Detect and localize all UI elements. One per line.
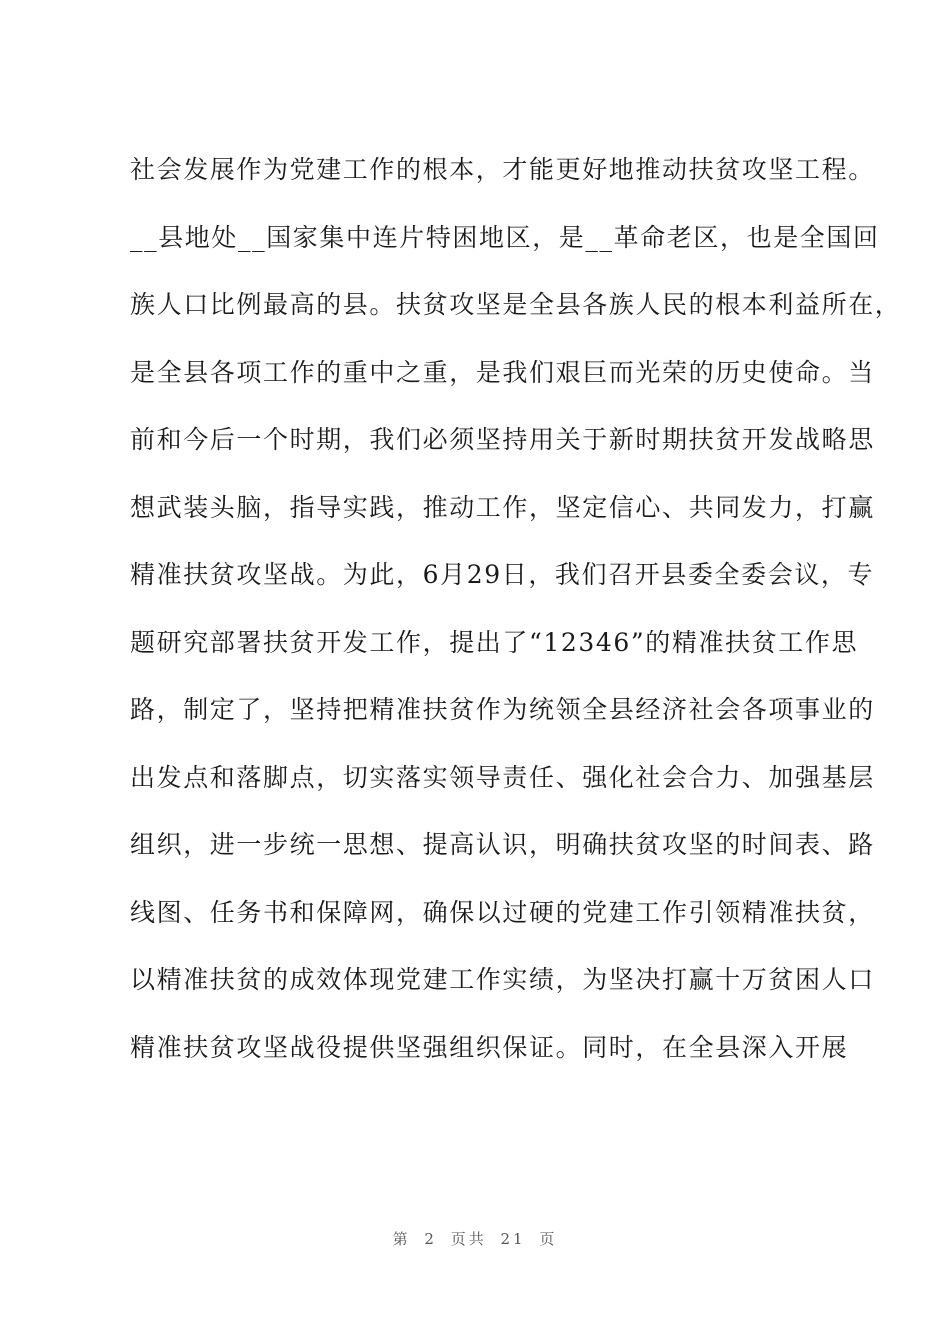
text-line-8: 题研究部署扶贫开发工作，提出了“12346”的精准扶贫工作思 <box>130 627 859 657</box>
page-number-footer: 第 2 页共 21 页 <box>392 1230 558 1248</box>
text-line-10: 出发点和落脚点，切实落实领导责任、强化社会合力、加强基层 <box>130 762 875 792</box>
text-line-1: 社会发展作为党建工作的根本，才能更好地推动扶贫攻坚工程。 <box>130 155 875 184</box>
text-line-5: 前和今后一个时期，我们必须坚持用关于新时期扶贫开发战略思 <box>130 425 875 454</box>
text-line-3: 族人口比例最高的县。扶贫攻坚是全县各族人民的根本利益所在， <box>130 290 902 319</box>
text-line-14: 精准扶贫攻坚战役提供坚强组织保证。同时，在全县深入开展 <box>130 1032 849 1062</box>
text-line-13: 以精准扶贫的成效体现党建工作实绩，为坚决打赢十万贫困人口 <box>130 965 875 994</box>
body-text <box>130 145 902 1090</box>
text-line-2: __县地处__国家集中连片特困地区，是__革命老区，也是全国回 <box>130 222 880 252</box>
text-line-9: 路，制定了，坚持把精准扶贫作为统领全县经济社会各项事业的 <box>130 695 875 724</box>
text-line-7: 精准扶贫攻坚战。为此，6月29日，我们召开县委全委会议，专 <box>130 560 875 589</box>
text-line-4: 是全县各项工作的重中之重，是我们艰巨而光荣的历史使命。当 <box>130 357 875 387</box>
text-line-12: 线图、任务书和保障网，确保以过硬的党建工作引领精准扶贫， <box>130 897 875 927</box>
text-line-6: 想武装头脑，指导实践，推动工作，坚定信心、共同发力，打赢 <box>130 492 875 522</box>
text-line-11: 组织，进一步统一思想、提高认识，明确扶贫攻坚的时间表、路 <box>130 830 875 859</box>
